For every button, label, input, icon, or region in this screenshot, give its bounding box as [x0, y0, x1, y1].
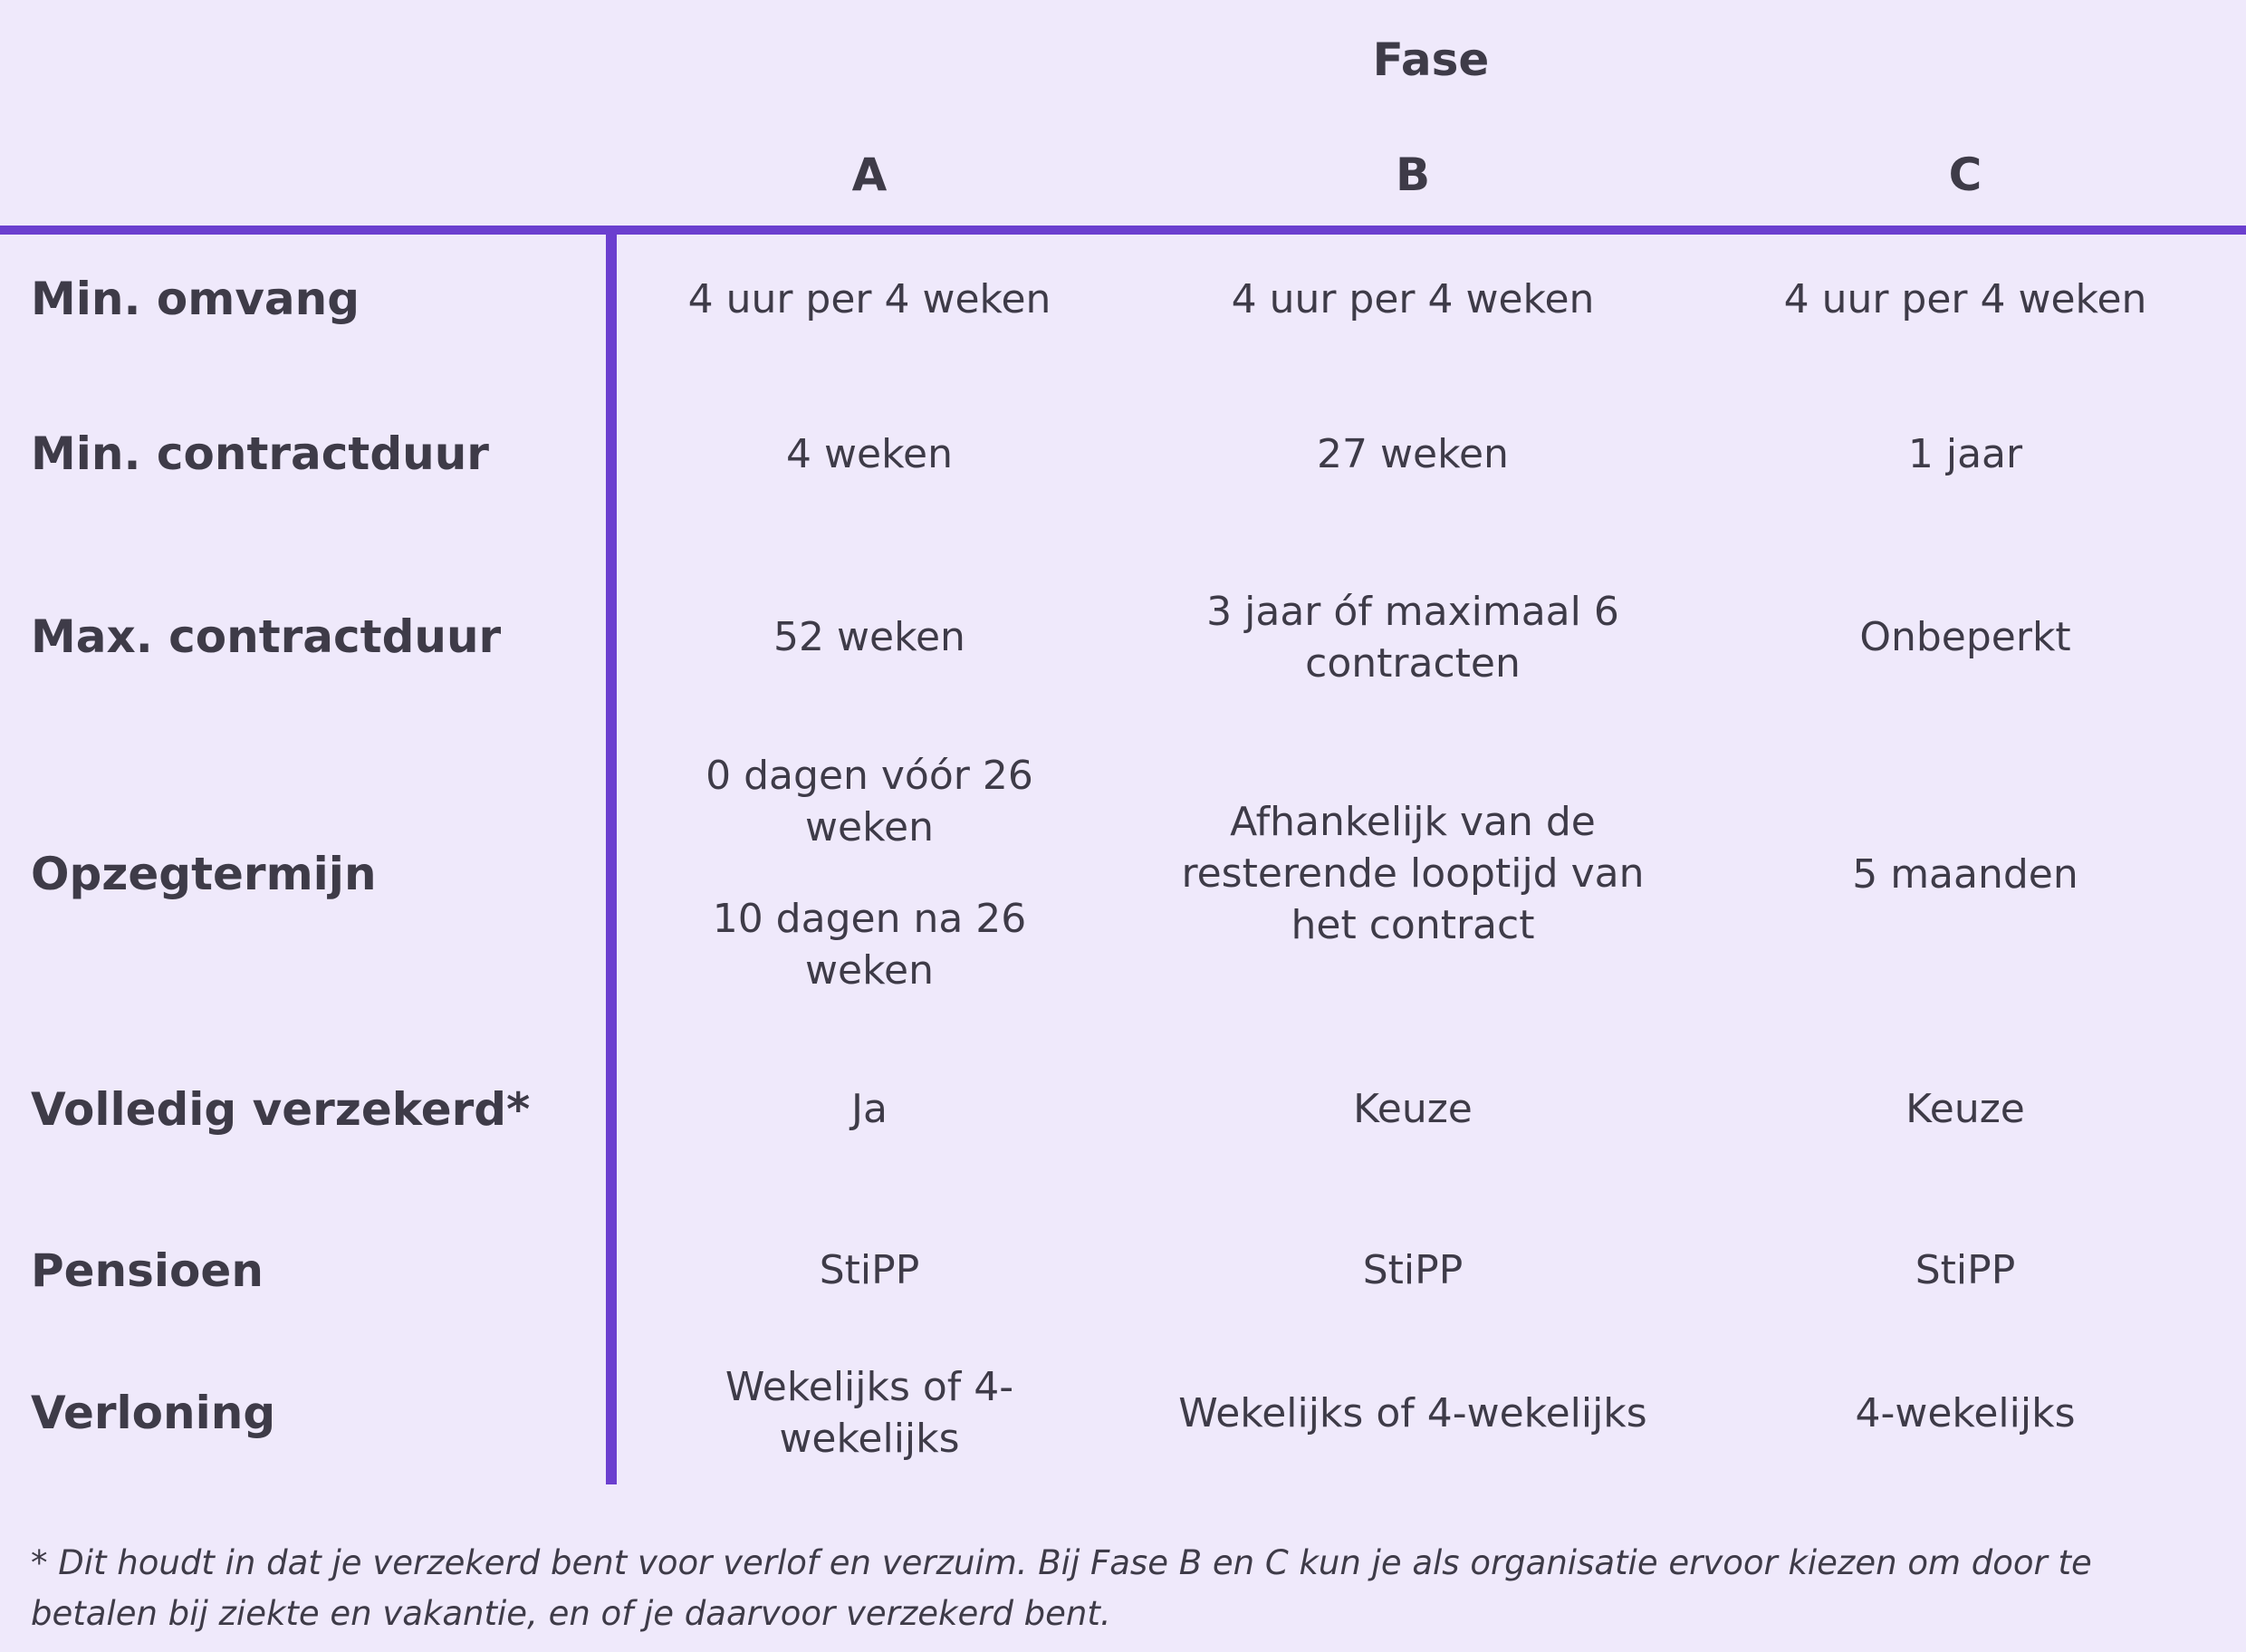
label-column-divider-line [606, 235, 617, 1484]
cell-min-contractduur-c: 1 jaar [1907, 431, 2023, 477]
cell-max-contractduur-a: 52 weken [773, 614, 965, 660]
cell-pensioen-c: StiPP [1915, 1247, 2016, 1293]
footnote: * Dit houdt in dat je verzekerd bent voor verlof en verzuim. Bij Fase B en C kun je als organisatie ervoor kiezen om door te betalen bij ziekte en vakantie, en of je daarvoor verzekerd bent. [31, 1543, 2092, 1633]
row-label-max-contractduur: Max. contractduur [31, 610, 502, 663]
cell-max-contractduur-c: Onbeperkt [1859, 614, 2071, 660]
cell-volledig-verzekerd-c: Keuze [1905, 1086, 2025, 1132]
header-group-label: Fase [1372, 34, 1490, 86]
cell-opzegtermijn-c: 5 maanden [1852, 851, 2078, 898]
cell-min-omvang-a: 4 uur per 4 weken [687, 276, 1051, 322]
row-label-min-omvang: Min. omvang [31, 273, 360, 325]
cell-min-contractduur-b: 27 weken [1317, 431, 1509, 477]
cell-volledig-verzekerd-b: Keuze [1353, 1086, 1473, 1132]
cell-opzegtermijn-a [670, 750, 1069, 996]
cell-opzegtermijn-a-line-2: 10 dagen na 26 weken [712, 896, 1027, 994]
column-header-c: C [1948, 149, 1982, 201]
column-header-b: B [1395, 149, 1431, 201]
cell-verloning-b: Wekelijks of 4-wekelijks [1178, 1390, 1647, 1436]
cell-pensioen-b: StiPP [1362, 1247, 1464, 1293]
header-divider-line [0, 226, 2246, 235]
row-label-pensioen: Pensioen [31, 1244, 264, 1297]
cell-verloning-a: Wekelijks of 4-wekelijks [725, 1364, 1014, 1462]
cell-min-omvang-b: 4 uur per 4 weken [1231, 276, 1595, 322]
cell-verloning-c: 4-wekelijks [1855, 1390, 2076, 1436]
column-header-a: A [851, 149, 888, 201]
cell-min-omvang-c: 4 uur per 4 weken [1783, 276, 2147, 322]
cell-opzegtermijn-a-line-1: 0 dagen vóór 26 weken [705, 753, 1033, 850]
row-label-volledig-verzekerd: Volledig verzekerd* [31, 1083, 531, 1136]
row-label-verloning: Verloning [31, 1387, 276, 1439]
cell-opzegtermijn-b: Afhankelijk van de resterende looptijd van het contract [1181, 799, 1645, 948]
cell-opzegtermijn-a-spacer [670, 853, 1069, 893]
row-label-opzegtermijn: Opzegtermijn [31, 848, 377, 900]
cell-volledig-verzekerd-a: Ja [851, 1086, 888, 1132]
cell-pensioen-a: StiPP [819, 1247, 920, 1293]
cell-max-contractduur-b: 3 jaar óf maximaal 6 contracten [1206, 589, 1619, 687]
row-label-min-contractduur: Min. contractduur [31, 427, 489, 480]
cell-min-contractduur-a: 4 weken [786, 431, 953, 477]
